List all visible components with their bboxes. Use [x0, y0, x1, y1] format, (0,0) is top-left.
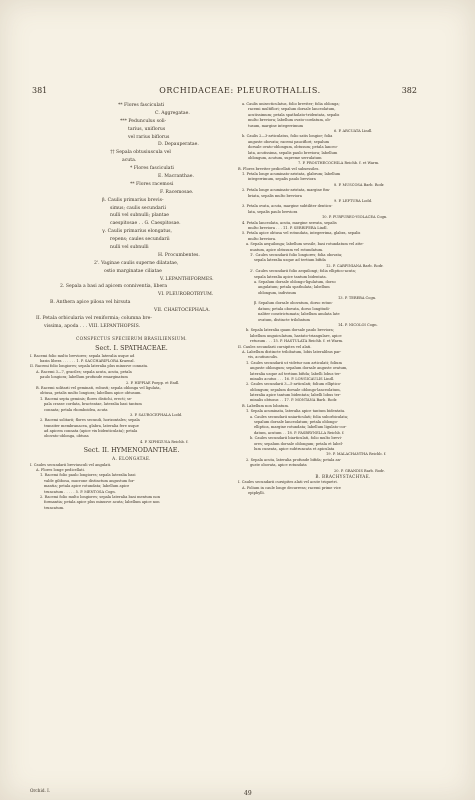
left-column-line: I. Racemi folio multo breviores; sepala lateralia usque ad — [30, 353, 135, 358]
right-column-line: 8. P. MUSCOSA Barb. Rodr. — [334, 182, 385, 187]
right-column-line: naliter constrictumata; labellum anulata late — [258, 312, 340, 317]
right-column-line: 14. P. NICOLOI Cogn. — [338, 323, 378, 328]
right-column-line: 10. P. PURPUREO-VIOLACEA Cogn. — [322, 215, 388, 220]
right-column-line: 2. Caules secundarii 3—5-articulati; folium elliptico- — [246, 382, 342, 387]
right-column-line: 19. P. MALACHANTHA Reichb. f. — [326, 452, 387, 457]
right-column-line: vis, acutiusculis. — [248, 355, 279, 360]
left-column-line: connata; petala rhomboidea, acuta — [44, 407, 108, 412]
right-column-line: lata, acutissima, sepalis paulo breviora; labellum — [248, 150, 338, 155]
left-column — [30, 102, 233, 511]
left-column-line: E. Macranthae. — [158, 174, 194, 180]
left-column-line: VI. PLEUROBOTRYUM. — [158, 292, 214, 298]
right-column-line: minalis obtusus . . 17. P. MONTANA Barb. Rodr. — [250, 398, 338, 403]
page-number: 49 — [244, 790, 252, 797]
left-column-line: CONSPECTUS SPECIERUM BRASILIENSIUM. — [76, 336, 187, 342]
left-column-line: tarius, uniflorus — [128, 126, 166, 132]
left-column-line: truncatum. — [44, 505, 65, 510]
right-column-line: β. Sepalum dorsale obovatum, dorso rotun- — [254, 301, 333, 306]
right-column-line: 1. Sepala acuminata, lateralia apice tantum bidentata. — [246, 409, 346, 414]
right-column-line: 3. Petala ovata, acuta, margine subtiliter denticu- — [242, 204, 333, 209]
right-column-line: 2. Sepala acuta, lateralia profunde bifida; petala an- — [246, 457, 342, 462]
right-column-line: briata, sepalis multo breviora — [248, 193, 302, 198]
left-column-line: H. Procumbentes. — [158, 252, 200, 258]
left-column-line: β. Caulis primarius brevis- — [102, 197, 164, 203]
left-column-line: *** Pedunculus soli- — [120, 118, 167, 124]
left-column-line: A. ELONGATAE. — [112, 456, 151, 462]
left-column-line: vel rarius biflorus — [128, 134, 170, 140]
right-column-line: b. Sepala lateralia quam dorsale paulo breviora; — [246, 328, 335, 333]
right-column-line: I. Caules secundarii cursipites alati vel acute triquetri. — [238, 480, 338, 485]
left-column-line: 2. P. HIPPIAE Poepp. et Endl. — [126, 380, 180, 385]
right-column-line: 1'. Caules secundarii folio longiores; folia obovata; — [250, 252, 343, 257]
left-column-line: obovato-oblonga, obtusa — [44, 434, 89, 439]
right-column-line: lateralia usque ad tertium bifida; labelli lobus ter- — [250, 371, 342, 376]
left-column-line: simus; caulis secundarii — [110, 205, 166, 211]
left-column-line: C. Aggregatae. — [155, 110, 190, 116]
left-column-line: Sect. I. SPATHACEAE. — [95, 343, 168, 352]
right-column-line: ovatum, distincte trilobatum — [258, 317, 310, 322]
right-column-line: 13. P. TEREBA Cogn. — [338, 296, 377, 301]
right-column-line: 2. Petala longe acuminato-aristata, margine fim- — [242, 188, 331, 193]
right-column-line: a. Sepala aequilonga; labellum sessile, basi rotundatum vel atte- — [246, 242, 364, 247]
left-column-line: ad apicem connata (apice vix bidenticulata); petala — [44, 429, 138, 434]
right-column-line: A. Folium in caule longe decurrens; racemi prime vice — [242, 485, 341, 490]
right-column-line: epiphylli. — [248, 491, 265, 496]
right-column-line: racemi multiflori; sepalum dorsale lanceolatum, — [248, 107, 336, 112]
right-page-number: 382 — [401, 86, 417, 95]
left-column-line: II. Petala orbicularia vel reniformia; columna bre- — [36, 316, 152, 322]
right-column-line: datum; petala obovata, dorso longitudi- — [258, 306, 330, 311]
right-column-line: b. Caules secundarii biarticulati, folio multo brevi- — [250, 436, 342, 441]
right-column-line: integerrimum, sepalis paulo breviora — [248, 177, 316, 182]
right-column — [238, 102, 448, 497]
right-column-line: 1. Petala longe acuminato-aristata, glabrum; labellum — [242, 172, 341, 177]
left-column-line: 2. Racemi folio multo longiores; sepala lateralia basi mentum non — [40, 494, 161, 499]
left-column-line: pala crasse cordata, bracteatae, lateralia basi tantum — [44, 402, 142, 407]
left-column-line: acuta. — [122, 158, 137, 164]
right-column-line: 6. P. ARCUATA Lindl. — [334, 128, 373, 133]
right-column-line: multo breviora . . . 11. P. SERRIFERA Lindl. — [248, 225, 328, 230]
left-column-line: formantia; petala apice plus minusve acuta; labellum apice non — [44, 500, 160, 505]
left-column-line: A. Racemi 3—7, graciles; sepala acuta, acuta, petala — [36, 369, 132, 374]
left-column-line: A. Flores longe pedicellati. — [36, 468, 85, 473]
left-column-line: ** Flores racemosi — [130, 181, 174, 187]
right-column-line: anguste oblongum; sepalum dorsale anguste ovatum, — [250, 366, 348, 371]
left-column-line: nulli vel subnulli — [110, 245, 149, 251]
right-column-line: 9. P. LEPTURA Lodd. — [334, 199, 373, 204]
left-column-line: V. LEPANTHIFORMES. — [160, 276, 214, 282]
left-column-line: †† Sepala obtusiuscula vel — [110, 150, 171, 156]
left-column-line: caespitosae . . G. Caespitosae. — [110, 221, 181, 227]
right-column-line: a. Caules secundarii uniarticulati; folia suborbiculata; — [250, 414, 349, 419]
left-column-line: ** Flores fasciculati — [118, 103, 165, 108]
right-column-line: 4. Petala lanceolata, acuta, margine serrata, sepalis — [242, 220, 337, 225]
right-column-line: B. Flores breviter pedicellati vel subsessiles. — [238, 166, 320, 171]
left-column-line: I. Caules secundarii breviusculi vel angulati. — [30, 462, 112, 467]
right-column-line: sepala lateralia usque ad tertium bifida — [254, 258, 326, 263]
right-column-line: 2'. Caules secundarii folio aequilongi; folia elliptico-acuta; — [250, 269, 357, 274]
right-column-line: tusum, margine integerrimum — [248, 123, 304, 128]
right-column-line: lum cuneata, apice subtruncata et apiculata — [254, 447, 335, 451]
right-column-line: II. Caules secundarii cursipites vel alati. — [238, 344, 312, 349]
right-column-line: guste obovata, apice rotundata — [250, 463, 307, 468]
right-column-line: b. Caulis 2—3-articulatus, folio satis longior; folia — [242, 134, 333, 139]
left-column-line: 2'. Vaginae caulis superne dilatatae, — [94, 260, 179, 266]
right-column-line: 1. Caules secundarii ut videtur non articulati; folium — [246, 360, 342, 365]
left-page-number: 381 — [32, 86, 48, 95]
right-column-line: a. Sepalum dorsale oblongo-ligulatum, dorso — [254, 279, 336, 284]
right-column-line: dorsale ovato-oblongum, obtusum; petala lanceo- — [248, 145, 338, 150]
left-column-line: nulli vel subnulli; plantae — [110, 213, 170, 219]
left-column-line: γ. Caulis primarius elongatus, — [102, 229, 172, 235]
left-column-line: VII. CHAETOCEPHALA. — [154, 308, 210, 314]
left-column-line: 2. Sepala a basi ad apicem conniventia, libera — [60, 284, 168, 290]
right-column-line: lateralia apice tantum bidentata; labelli lobus ter- — [250, 393, 341, 398]
left-column-line: basin libera . . . . . . 1. P. SACCHARIFLORA Kraenzl. — [40, 359, 135, 363]
right-column-line: nuatum, apice obtusum vel rotundatum. — [250, 247, 324, 252]
right-column-line: oblongum; sepalum dorsale oblongo-lanceolatum, — [250, 387, 341, 392]
right-column-line: sepala lateralia apice tantum bidentata. — [254, 274, 327, 279]
right-column-line: multo breviora. — [248, 236, 277, 241]
right-column-line: lata, sepalis paulo breviora — [248, 209, 298, 214]
running-head: ORCHIDACEAE: PLEUROTHALLIS. — [159, 86, 321, 95]
right-column-line: acutissimum; petala spathulato-tridentata, sepalis — [248, 112, 340, 117]
right-column-line: oblongum, indivisum — [258, 290, 297, 295]
left-column-line: D. Depauperatae. — [158, 142, 199, 148]
right-column-line: anguste obovata; racemi pauciflori; sepalum — [248, 139, 330, 144]
right-column-line: labellum unguiculatum, hastato-triangulare, apice — [250, 333, 342, 338]
left-column-line: F. Racemosae. — [160, 189, 194, 195]
right-column-line: B. BRACHYSTACHYAE. — [315, 473, 371, 479]
left-column-line: 1. Racemi folio paulo longiores; sepala lateralia basi — [40, 473, 136, 478]
left-column-line: II. Racemi folio longiores; sepala lateralia plus minusve connata. — [30, 364, 149, 369]
left-column-line: vissima, apoda . . . VIII. LEPANTHOPSIS. — [44, 323, 141, 329]
left-column-line: Sect. II. HYMENODANTHAE. — [83, 446, 180, 455]
left-column-line: 4. P. XIPHIZUSA Reichb. f. — [140, 439, 189, 444]
right-column-line: 7. P. PROSTHECOCHILA Reichb. f. et Warm. — [298, 161, 380, 166]
left-column-line: ostio marginatae ciliatae — [104, 268, 162, 274]
right-column-line: B. Labellum non lobatum. — [242, 403, 290, 408]
right-column-line: 20. P. GRANDIS Barb. Rodr. — [334, 468, 385, 473]
right-column-line: 5. Petala apice obtusa vel rotundata, integerrima, glabra, sepalis — [242, 231, 361, 236]
left-column-line: obtusa, petalis multo longiora; labellum apice obtusum. — [40, 391, 142, 396]
right-column-line: A. Labellum distincte trilobatum, lobis lateralibus par- — [242, 349, 342, 354]
left-column-line: * Flores fasciculati — [130, 166, 174, 172]
right-column-line: datum, acutum . . 18. P. FASBRYNELLA Reichb. f. — [254, 430, 345, 435]
left-column-line: paulo longiora; labellum profunde emarginatum — [40, 375, 128, 380]
left-column-line: 1. Racemi septa geminis; flores distichi, erecti; se- — [40, 396, 133, 401]
right-column-line: oblongum, acutum, supreme serrulatum — [248, 155, 322, 160]
right-column-line: a. Caulis unisecticulatus, folio breviter; folia oblonga; — [242, 102, 340, 106]
left-column-line: B. Anthera apice pilosa vel hirsuta — [50, 300, 131, 306]
right-column-line: angulatum; petala spathulata; labellum — [258, 285, 330, 290]
left-column-line: 2. Racemi solitarii; flores secundi, horizontales; sepala — [40, 418, 140, 423]
footer-note: Orchid. I. — [30, 788, 51, 793]
right-column-line: elliptica, margine rotundata; labellum ligulato-cor- — [254, 425, 347, 430]
left-column-line: B. Racemi solitarii vel geminati, robusti; sepala oblonga vel ligulata, — [36, 385, 161, 390]
right-column-line: multo breviora; labellum ovato-cordatum, ob- — [248, 118, 331, 123]
right-column-line: retusum . . . 15. P. HASTULATA Reichb. f. et Warm. — [250, 339, 344, 344]
left-column-line: transiter membranacea, glabra, lateralia fere usque — [44, 423, 139, 428]
left-column-line: mantia; petala apice rotundata; labellum apice — [44, 484, 130, 489]
left-column-line: 3. P. SAUROCEPHALA Lodd. — [130, 412, 183, 417]
right-column-line: 12. P. CARPINIANA Barb. Rodr. — [326, 263, 384, 268]
right-column-line: sepalum dorsale lanceolatum; petala oblongo- — [254, 420, 338, 425]
left-column-line: repens; caules secundarii — [110, 237, 170, 243]
right-column-line: ores; sepalum dorsale oblongum; petala et label- — [254, 441, 343, 446]
left-column-line: valde gibbosa, mucrone distinctum angustum for- — [44, 478, 135, 483]
left-column-line: truncatum . . . . . 5. P. MENTOSA Cogn. — [44, 489, 116, 494]
right-column-line: minalis acutus . . . 16. P. LONGICAULIS Lindl. — [250, 376, 335, 381]
